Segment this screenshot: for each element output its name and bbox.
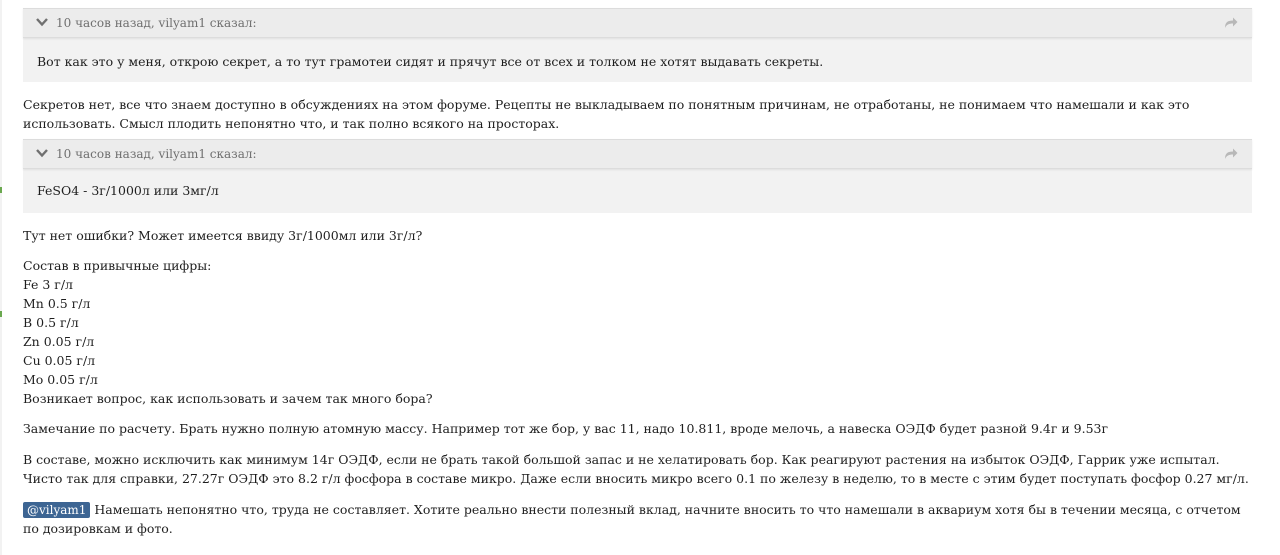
composition-item: Zn 0.05 г/л bbox=[23, 334, 95, 349]
post-paragraph bbox=[23, 450, 1252, 488]
quote-text: Вот как это у меня, открою секрет, а то тут грамотеи сидят и прячут все от всех и толком не хотят выдавать секреты. bbox=[37, 54, 824, 69]
paragraph-line: Чисто так для справки, 27.27г ОЭДФ это 8.2 г/л фосфора в составе микро. Даже если вносить микро всего 0.1 по железу в неделю, то в месте с этим будет поступать фосфор 0.27 мг/л. bbox=[23, 471, 1249, 486]
post-content bbox=[22, 8, 1252, 538]
mention-reply-text: Намешать непонятно что, труда не составляет. Хотите реально внести полезный вклад, начните вносить то что намешали в аквариум хотя бы в течении месяца, с отчетом по дозировкам и фото. bbox=[23, 502, 1241, 536]
quote-header[interactable] bbox=[23, 139, 1252, 169]
quote-header[interactable] bbox=[23, 8, 1252, 38]
composition-list bbox=[23, 256, 1252, 408]
left-margin-marker bbox=[0, 187, 2, 193]
user-mention-link[interactable]: @vilyam1 bbox=[23, 502, 90, 518]
share-arrow-icon[interactable] bbox=[1224, 147, 1238, 160]
chevron-down-icon[interactable] bbox=[35, 146, 49, 160]
composition-question: Возникает вопрос, как использовать и зачем так много бора? bbox=[23, 391, 433, 406]
share-arrow-icon[interactable] bbox=[1224, 16, 1238, 29]
composition-item: Fe 3 г/л bbox=[23, 277, 73, 292]
composition-item: Mo 0.05 г/л bbox=[23, 372, 98, 387]
left-margin-marker bbox=[0, 311, 2, 317]
quote-block bbox=[23, 8, 1252, 82]
chevron-down-icon[interactable] bbox=[35, 15, 49, 29]
composition-item: Mn 0.5 г/л bbox=[23, 296, 91, 311]
composition-item: B 0.5 г/л bbox=[23, 315, 79, 330]
quote-citation: 10 часов назад, vilyam1 сказал: bbox=[56, 16, 257, 30]
paragraph-line: В составе, можно исключить как минимум 14г ОЭДФ, если не брать такой большой запас и не хелатировать бор. Как реагируют растения на избыток ОЭДФ, Гаррик уже испытал. bbox=[23, 452, 1220, 467]
post-paragraph bbox=[23, 500, 1252, 538]
composition-heading: Состав в привычные цифры: bbox=[23, 258, 212, 273]
left-margin-line bbox=[0, 0, 2, 555]
post-paragraph: Замечание по расчету. Брать нужно полную атомную массу. Например тот же бор, у вас 11, надо 10.811, вроде мелочь, а навеска ОЭДФ будет разной 9.4г и 9.53г bbox=[23, 421, 1109, 436]
quote-text: FeSO4 - 3г/1000л или 3мг/л bbox=[37, 183, 219, 198]
post-paragraph: Тут нет ошибки? Может имеется ввиду 3г/1000мл или 3г/л? bbox=[23, 228, 423, 243]
post-paragraph: Секретов нет, все что знаем доступно в обсуждениях на этом форуме. Рецепты не выкладываем по понятным причинам, не отработаны, не понимаем что намешали и как это использовать. Смысл плодить непонятно что, и так полно всякого на просторах. bbox=[23, 97, 1190, 131]
composition-item: Cu 0.05 г/л bbox=[23, 353, 96, 368]
quote-block bbox=[23, 139, 1252, 213]
quote-citation: 10 часов назад, vilyam1 сказал: bbox=[56, 147, 257, 161]
